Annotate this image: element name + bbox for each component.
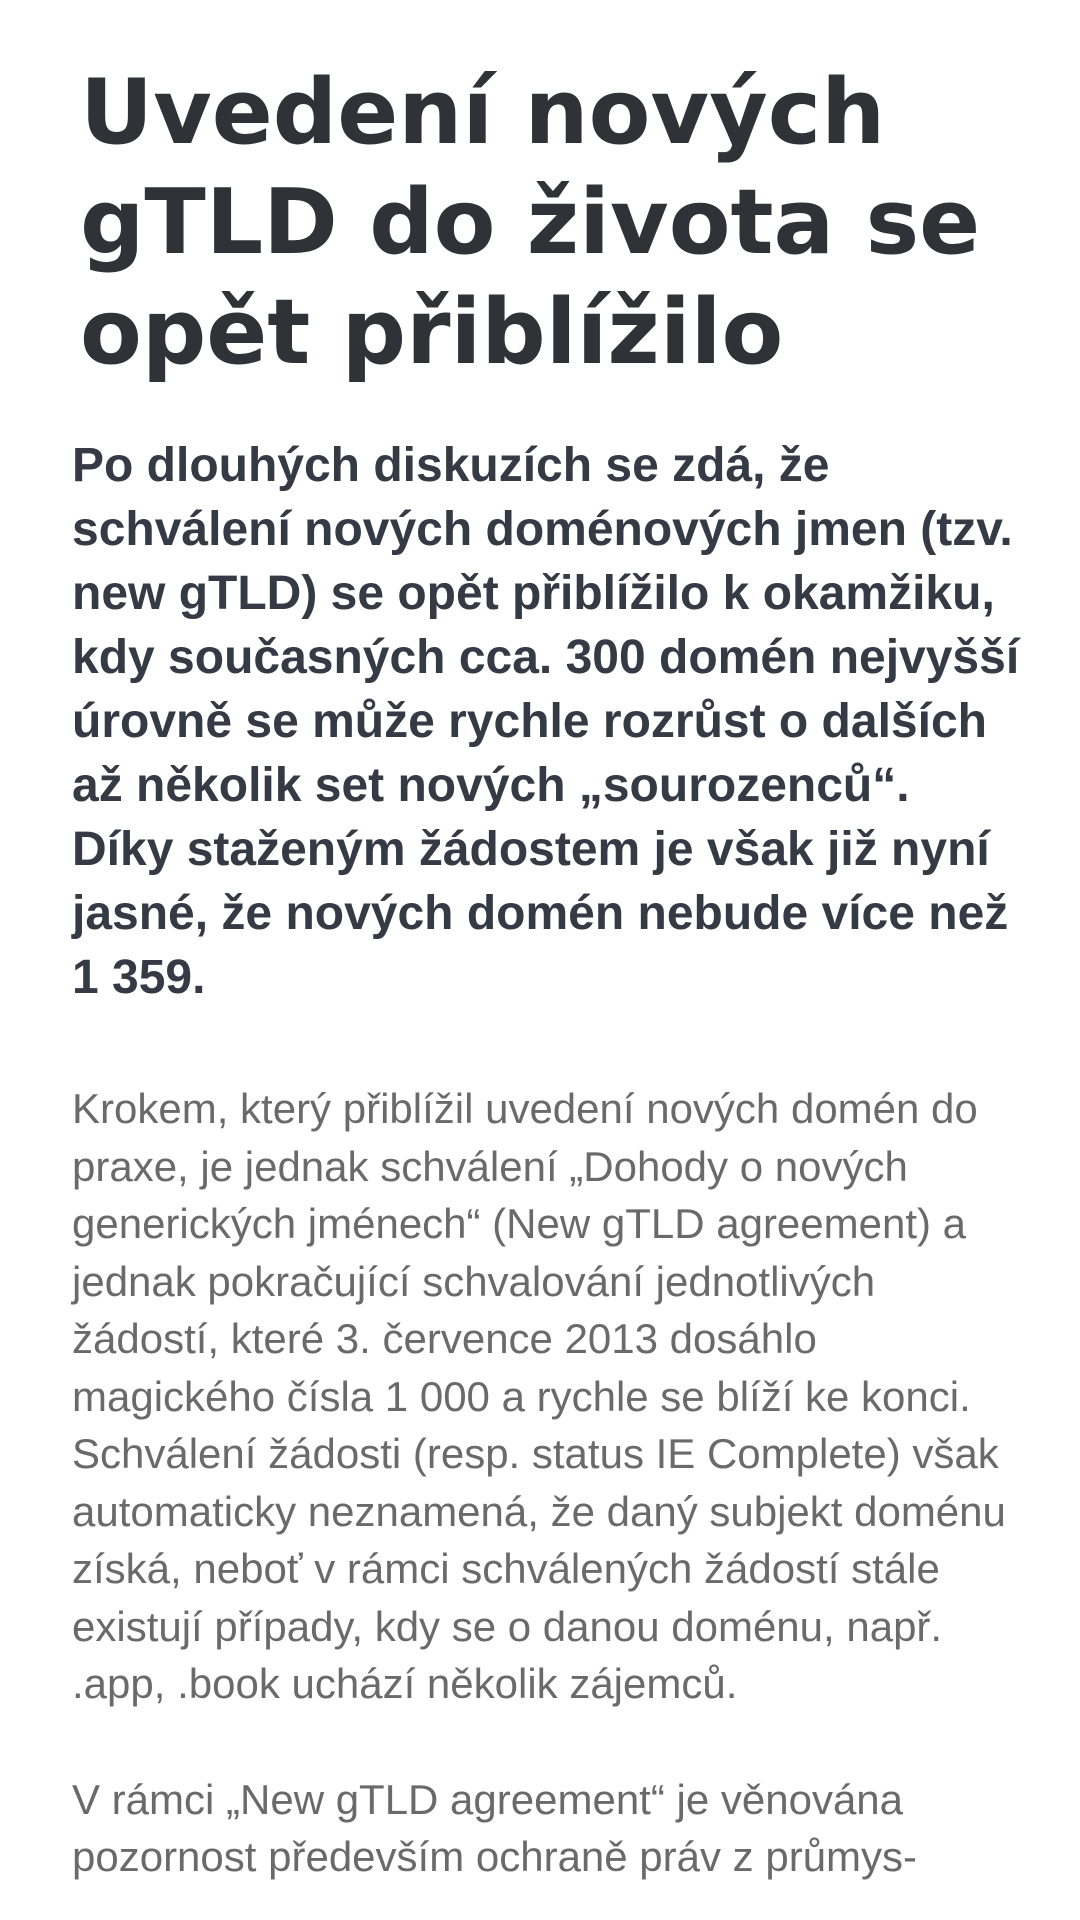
article-title: Uvedení nových gTLD do života se opět přiblížilo bbox=[80, 60, 981, 385]
article-paragraph-2: V rámci „New gTLD agreement“ je věnována pozornost především ochraně práv z průmys- bbox=[72, 1775, 918, 1880]
article-paragraph-1: Krokem, který přiblížil uvedení nových domén do praxe, je jednak schválení „Dohody o nových generických jménech“ (New gTLD agreement) a jednak pokračující schvalování jednotlivých žádostí, které 3. července 2013 dosáhlo magického čísla 1 000 a rychle se blíží ke konci. Schválení žádosti (resp. status IE Complete) však automaticky neznamená, že daný subjekt doménu získá, neboť v rámci schválených žádostí stále existují případy, kdy se o danou doménu, např. .app, .book uchází několik zájemců. bbox=[72, 1085, 1006, 1707]
article-lead: Po dlouhých diskuzích se zdá, že schválení nových doménových jmen (tzv. new gTLD) se opět přiblížilo k okamžiku, kdy současných cca. 300 domén nejvyšší úrovně se může rychle rozrůst o dalších až několik set nových „sourozenců“. Díky staženým žádostem je však již nyní jasné, že nových domén nebude více než 1 359. bbox=[72, 439, 1020, 1004]
